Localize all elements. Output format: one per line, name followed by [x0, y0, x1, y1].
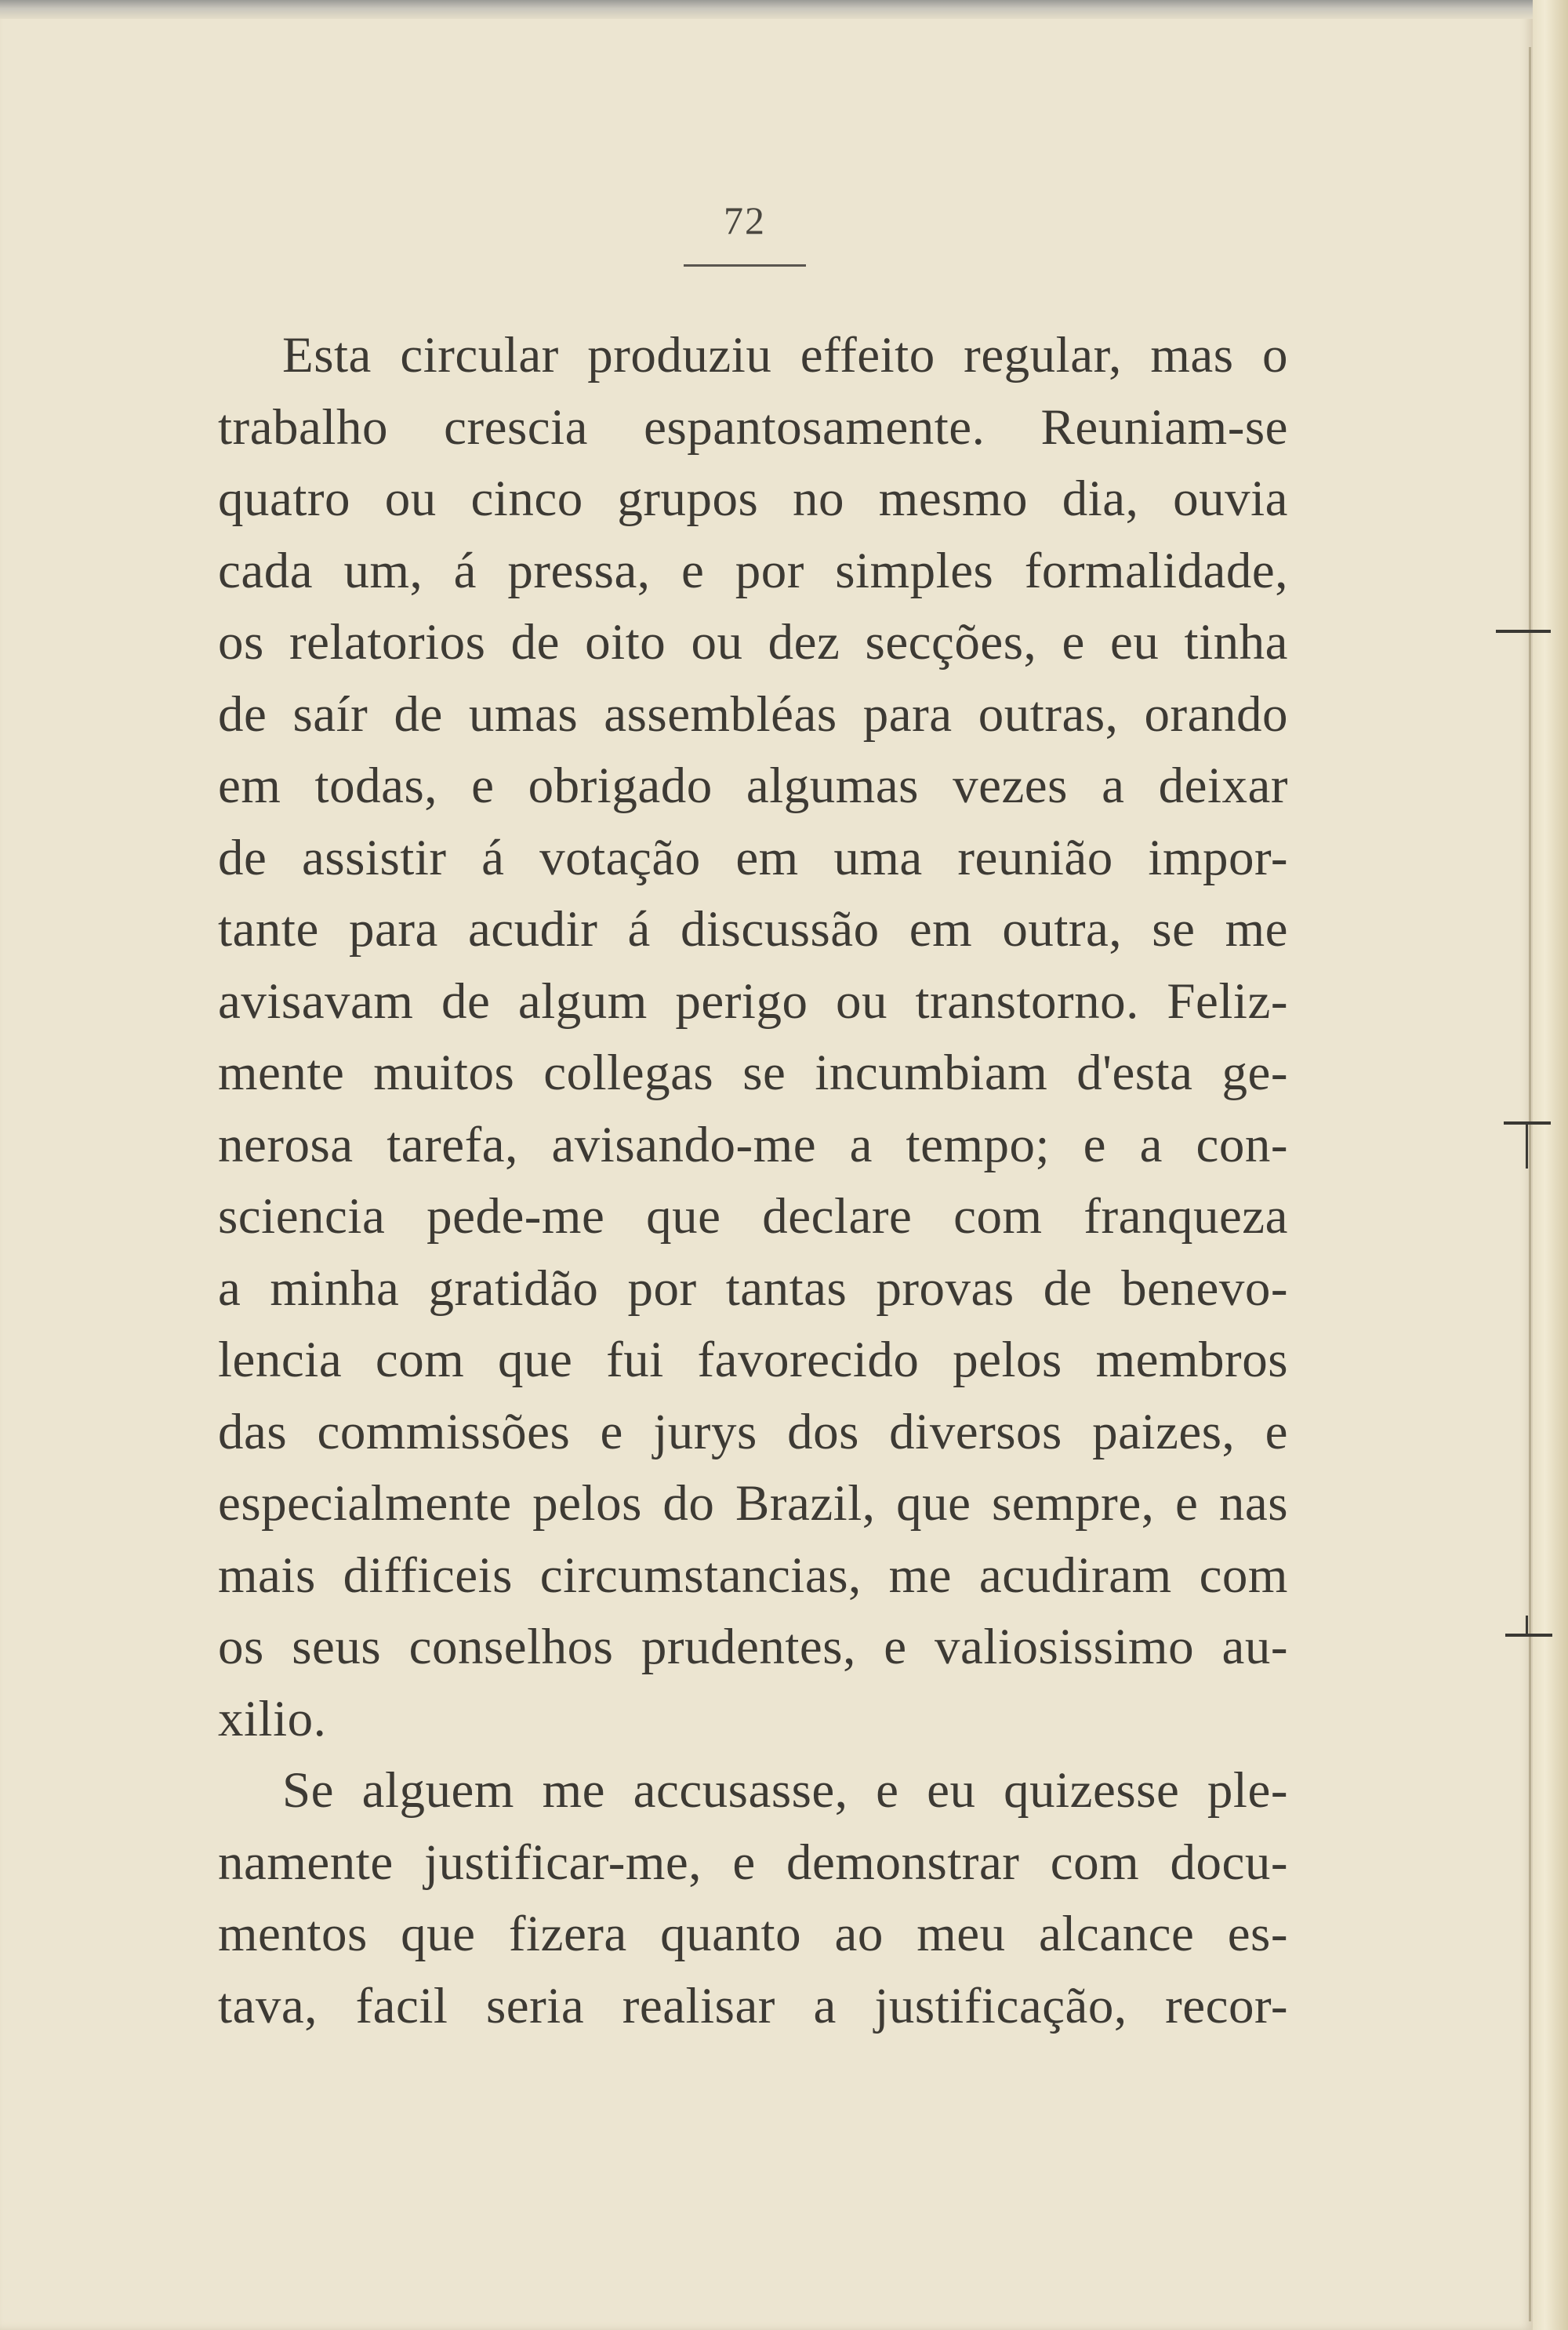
text-line: Se alguem me accusasse, e eu quizesse ple-: [282, 1762, 1288, 1819]
text-line: mais difficeis circumstancias, me acudiram com: [218, 1547, 1288, 1604]
text-line: sciencia pede-me que declare com franqueza: [218, 1188, 1288, 1245]
text-line: quatro ou cinco grupos no mesmo dia, ouvia: [218, 471, 1288, 527]
text-line: mentos que fizera quanto ao meu alcance es-: [218, 1906, 1288, 1962]
text-line: xilio.: [218, 1690, 327, 1747]
page-number-rule: [684, 264, 806, 267]
margin-mark: [1505, 1634, 1552, 1637]
text-line: lencia com que fui favorecido pelos membros: [218, 1332, 1288, 1388]
spine-line: [1529, 47, 1531, 2321]
text-line: os relatorios de oito ou dez secções, e eu tinha: [218, 614, 1288, 671]
text-line: nerosa tarefa, avisando-me a tempo; e a con-: [218, 1116, 1288, 1173]
body-text: [218, 320, 1288, 2042]
text-line: em todas, e obrigado algumas vezes a deixar: [218, 758, 1288, 814]
text-line: os seus conselhos prudentes, e valiosissimo au-: [218, 1619, 1288, 1675]
text-line: avisavam de algum perigo ou transtorno. Feliz-: [218, 972, 1288, 1030]
paragraph: [218, 320, 1288, 1755]
margin-mark: [1526, 1616, 1528, 1634]
page-gutter: [1533, 0, 1568, 2330]
page-number: 72: [724, 198, 766, 242]
text-line: Esta circular produziu effeito regular, mas o: [282, 327, 1288, 383]
text-line: a minha gratidão por tantas provas de benevo-: [218, 1260, 1288, 1317]
text-line: de saír de umas assembléas para outras, orando: [218, 685, 1288, 743]
text-line: de assistir á votação em uma reunião impor-: [218, 829, 1288, 886]
text-line: das commissões e jurys dos diversos paizes, e: [218, 1403, 1288, 1460]
margin-mark: [1496, 630, 1551, 633]
page-top-edge: [0, 0, 1568, 19]
text-line: tava, facil seria realisar a justificação, recor-: [218, 1977, 1288, 2034]
text-line: mente muitos collegas se incumbiam d'esta ge-: [218, 1045, 1288, 1101]
paragraph: [218, 1755, 1288, 2042]
text-line: tante para acudir á discussão em outra, se me: [218, 901, 1288, 958]
margin-mark: [1526, 1121, 1528, 1169]
text-line: cada um, á pressa, e por simples formalidade,: [218, 542, 1288, 599]
text-line: namente justificar-me, e demonstrar com docu-: [218, 1834, 1288, 1891]
text-line: especialmente pelos do Brazil, que sempre, e nas: [218, 1475, 1288, 1532]
text-line: trabalho crescia espantosamente. Reuniam-se: [218, 398, 1288, 456]
